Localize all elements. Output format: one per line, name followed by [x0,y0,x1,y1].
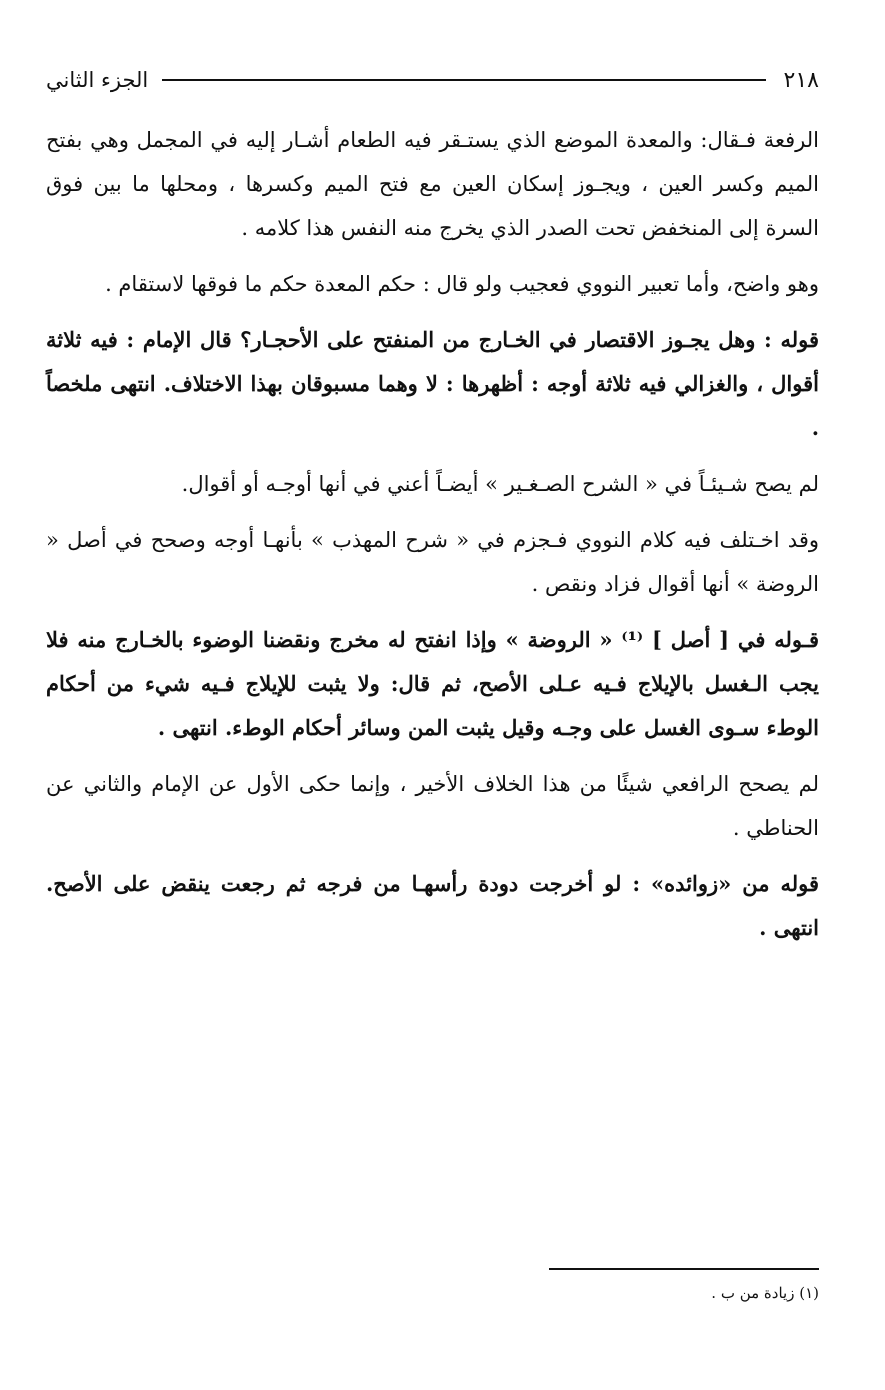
quoted-paragraph: قوله : وهل يجـوز الاقتصار في الخـارج من المنفتح على الأحجـار؟ قال الإمام : فيه ثلاثة أقوال ، والغزالي فيه ثلاثة أوجه : أظهرها : لا وهما مسبوقان بهذا الاختلاف. انتهى ملخصاً . [46,327,819,440]
paragraph: وهو واضح، وأما تعبير النووي فعجيب ولو قال : حكم المعدة حكم ما فوقها لاستقام . [105,272,819,296]
quoted-paragraph: قـوله في [ أصل ] ⁽¹⁾ « الروضة » وإذا انفتح له مخرج ونقضنا الوضوء بالخـارج منه فلا يجب الـغسل بالإيلاج فـيه عـلى الأصح، ثم قال: ولا يثبت للإيلاج فـيه شيء من أحكام الوطء سـوى الغسل على وجـه وقيل يثبت المن وسائر أحكام الوطء. انتهى . [46,627,819,740]
footnote: (١) زيادة من ب . [711,1284,819,1302]
quoted-paragraph: قوله من «زوائده» : لو أخرجت دودة رأسهـا من فرجه ثم رجعت ينقض على الأصح. انتهى . [46,871,819,940]
footnote-rule [549,1268,819,1270]
page-number: ٢١٨ [783,67,819,93]
paragraph: لم يصح شـيئـاً في « الشرح الصـغـير » أيضـاً أعني في أنها أوجـه أو أقوال. [181,472,819,496]
header-rule [162,79,765,81]
page-body [46,62,819,962]
paragraph: لم يصحح الرافعي شيئًا من هذا الخلاف الأخير ، وإنما حكى الأول عن الإمام والثاني عن الحناطي . [46,772,819,840]
paragraph: وقد اخـتلف فيه كلام النووي فـجزم في « شرح المهذب » بأنهـا أوجه وصحح في أصل « الروضة » أنها أقوال فزاد ونقص . [46,528,819,596]
running-title: الجزء الثاني [46,68,149,92]
page-header [46,62,819,98]
paragraph: الرفعة فـقال: والمعدة الموضع الذي يستـقر فيه الطعام أشـار إليه في المجمل وهي بفتح الميم وكسر العين ، ويجـوز إسكان العين مع فتح الميم وكسرها ، ومحلها ما بين فوق السرة إلى المنخفض تحت الصدر الذي يخرج منه النفس هذا كلامه . [46,128,819,240]
